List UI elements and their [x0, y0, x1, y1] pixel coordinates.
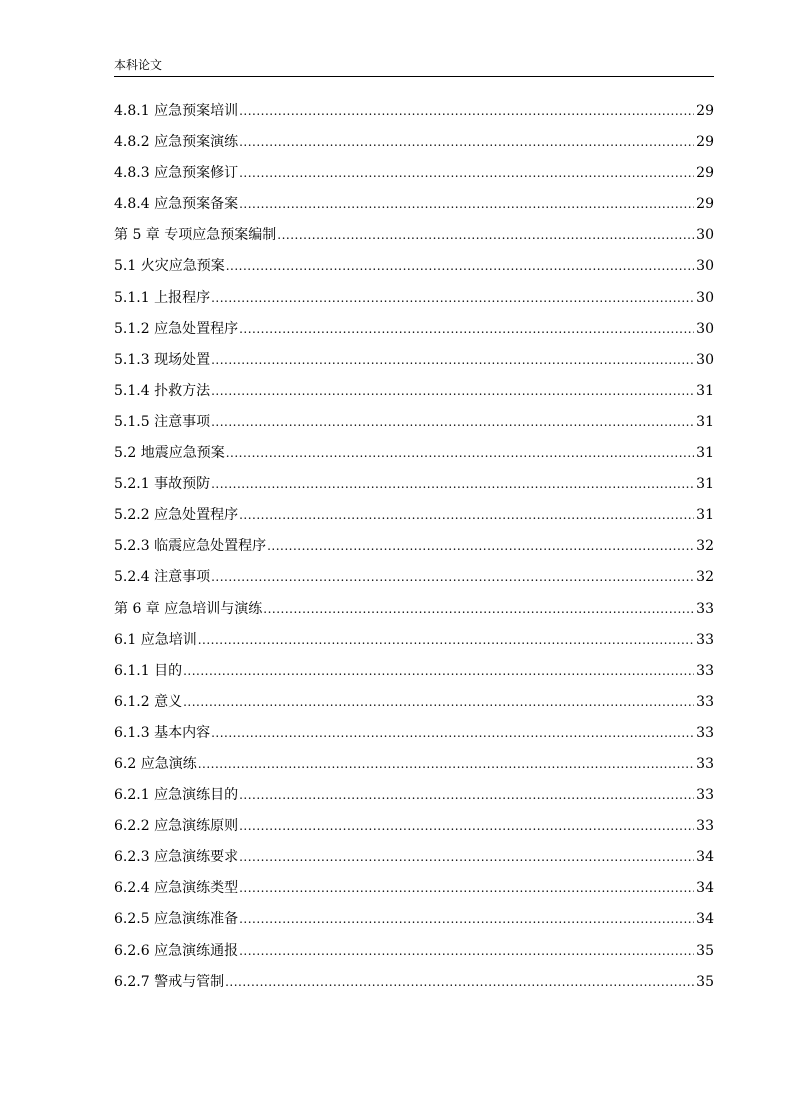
toc-entry[interactable] [114, 161, 714, 192]
toc-dot-leader [239, 814, 694, 838]
toc-entry-title: 5.1 火灾应急预案 [114, 258, 225, 275]
toc-dot-leader [225, 970, 694, 994]
toc-entry[interactable] [114, 534, 714, 565]
toc-entry[interactable] [114, 503, 714, 534]
toc-entry-title: 6.1.2 意义 [114, 693, 183, 710]
toc-entry-page-number: 29 [696, 103, 714, 119]
toc-dot-leader [226, 441, 694, 465]
toc-entry-page-number: 33 [696, 755, 714, 772]
toc-dot-leader [239, 939, 694, 963]
toc-entry-title: 5.1.1 上报程序 [114, 289, 211, 306]
table-of-contents [114, 99, 714, 1001]
toc-entry[interactable] [114, 876, 714, 907]
toc-dot-leader [226, 254, 694, 278]
toc-entry[interactable] [114, 939, 714, 970]
toc-entry-page-number: 31 [696, 476, 714, 493]
toc-entry-page-number: 32 [696, 538, 714, 555]
toc-dot-leader [239, 503, 694, 527]
toc-entry-page-number: 35 [696, 973, 714, 990]
toc-dot-leader [211, 472, 694, 496]
toc-entry-page-number: 33 [696, 787, 714, 804]
toc-entry-title: 6.2 应急演练 [114, 755, 197, 772]
toc-entry-page-number: 33 [696, 600, 714, 617]
toc-entry-title: 第 6 章 应急培训与演练 [114, 600, 263, 617]
toc-entry[interactable] [114, 690, 714, 721]
toc-entry[interactable] [114, 192, 714, 223]
toc-entry-title: 4.8.1 应急预案培训 [114, 103, 239, 119]
toc-entry[interactable] [114, 410, 714, 441]
toc-dot-leader [239, 192, 694, 216]
toc-entry-page-number: 31 [696, 382, 714, 399]
toc-entry-title: 6.1.3 基本内容 [114, 724, 211, 741]
toc-entry[interactable] [114, 286, 714, 317]
toc-entry-title: 第 5 章 专项应急预案编制 [114, 227, 277, 244]
toc-entry-page-number: 30 [696, 227, 714, 244]
toc-entry-page-number: 33 [696, 662, 714, 679]
toc-entry-page-number: 33 [696, 724, 714, 741]
toc-entry-title: 4.8.4 应急预案备案 [114, 196, 239, 213]
toc-entry-title: 5.2 地震应急预案 [114, 445, 225, 462]
toc-entry-page-number: 32 [696, 569, 714, 586]
toc-entry[interactable] [114, 223, 714, 254]
toc-entry-page-number: 30 [696, 289, 714, 306]
toc-dot-leader [198, 752, 694, 776]
toc-entry-title: 5.1.2 应急处置程序 [114, 320, 239, 337]
toc-dot-leader [211, 348, 694, 372]
toc-entry[interactable] [114, 970, 714, 1001]
toc-entry[interactable] [114, 130, 714, 161]
toc-entry[interactable] [114, 628, 714, 659]
toc-dot-leader [239, 783, 694, 807]
toc-dot-leader [183, 690, 694, 714]
toc-dot-leader [211, 379, 694, 403]
toc-entry-title: 6.2.4 应急演练类型 [114, 880, 239, 897]
toc-entry[interactable] [114, 254, 714, 285]
toc-entry-title: 4.8.3 应急预案修订 [114, 165, 239, 182]
toc-dot-leader [239, 876, 694, 900]
toc-dot-leader [239, 845, 694, 869]
toc-entry-page-number: 34 [696, 849, 714, 866]
toc-entry[interactable] [114, 565, 714, 596]
toc-entry-title: 5.1.5 注意事项 [114, 413, 211, 430]
toc-entry-title: 5.2.2 应急处置程序 [114, 507, 239, 524]
toc-entry[interactable] [114, 348, 714, 379]
toc-dot-leader [211, 565, 694, 589]
toc-entry[interactable] [114, 907, 714, 938]
toc-entry-title: 6.2.1 应急演练目的 [114, 787, 239, 804]
toc-entry-page-number: 30 [696, 320, 714, 337]
toc-dot-leader [198, 628, 694, 652]
toc-entry[interactable] [114, 317, 714, 348]
toc-dot-leader [277, 223, 694, 247]
toc-dot-leader [267, 534, 694, 558]
page-header [114, 56, 714, 77]
toc-entry[interactable] [114, 441, 714, 472]
toc-entry-title: 6.2.7 警戒与管制 [114, 973, 225, 990]
toc-entry-title: 6.2.6 应急演练通报 [114, 942, 239, 959]
toc-dot-leader [239, 161, 694, 185]
toc-entry-page-number: 33 [696, 693, 714, 710]
toc-dot-leader [211, 721, 694, 745]
toc-entry[interactable] [114, 99, 714, 130]
toc-entry[interactable] [114, 379, 714, 410]
toc-entry[interactable] [114, 597, 714, 628]
header-title: 本科论文 [114, 58, 163, 72]
toc-entry-title: 6.2.3 应急演练要求 [114, 849, 239, 866]
toc-dot-leader [263, 597, 694, 621]
toc-entry[interactable] [114, 472, 714, 503]
toc-entry-page-number: 30 [696, 351, 714, 368]
toc-entry[interactable] [114, 659, 714, 690]
toc-entry-title: 5.1.3 现场处置 [114, 351, 211, 368]
toc-entry-page-number: 31 [696, 413, 714, 430]
toc-entry[interactable] [114, 845, 714, 876]
toc-dot-leader [239, 130, 694, 154]
toc-entry-page-number: 33 [696, 631, 714, 648]
toc-entry-title: 6.1.1 目的 [114, 662, 183, 679]
toc-entry-title: 4.8.2 应急预案演练 [114, 134, 239, 151]
toc-entry-page-number: 34 [696, 880, 714, 897]
toc-entry[interactable] [114, 721, 714, 752]
toc-dot-leader [239, 907, 694, 931]
toc-entry-page-number: 31 [696, 507, 714, 524]
toc-entry[interactable] [114, 752, 714, 783]
toc-entry-title: 5.1.4 扑救方法 [114, 382, 211, 399]
toc-dot-leader [239, 317, 694, 341]
toc-dot-leader [239, 99, 694, 123]
toc-entry-page-number: 34 [696, 911, 714, 928]
toc-entry-title: 5.2.3 临震应急处置程序 [114, 538, 267, 555]
toc-dot-leader [211, 410, 694, 434]
toc-entry-title: 5.2.1 事故预防 [114, 476, 211, 493]
toc-entry-page-number: 35 [696, 942, 714, 959]
toc-entry-page-number: 29 [696, 196, 714, 213]
toc-entry-title: 6.1 应急培训 [114, 631, 197, 648]
toc-entry-page-number: 29 [696, 165, 714, 182]
toc-entry-title: 6.2.2 应急演练原则 [114, 818, 239, 835]
toc-entry-page-number: 31 [696, 445, 714, 462]
toc-dot-leader [183, 659, 694, 683]
toc-dot-leader [211, 286, 694, 310]
toc-entry[interactable] [114, 783, 714, 814]
toc-entry-title: 5.2.4 注意事项 [114, 569, 211, 586]
toc-entry-page-number: 30 [696, 258, 714, 275]
toc-entry-title: 6.2.5 应急演练准备 [114, 911, 239, 928]
toc-entry[interactable] [114, 814, 714, 845]
toc-entry-page-number: 29 [696, 134, 714, 151]
toc-entry-page-number: 33 [696, 818, 714, 835]
